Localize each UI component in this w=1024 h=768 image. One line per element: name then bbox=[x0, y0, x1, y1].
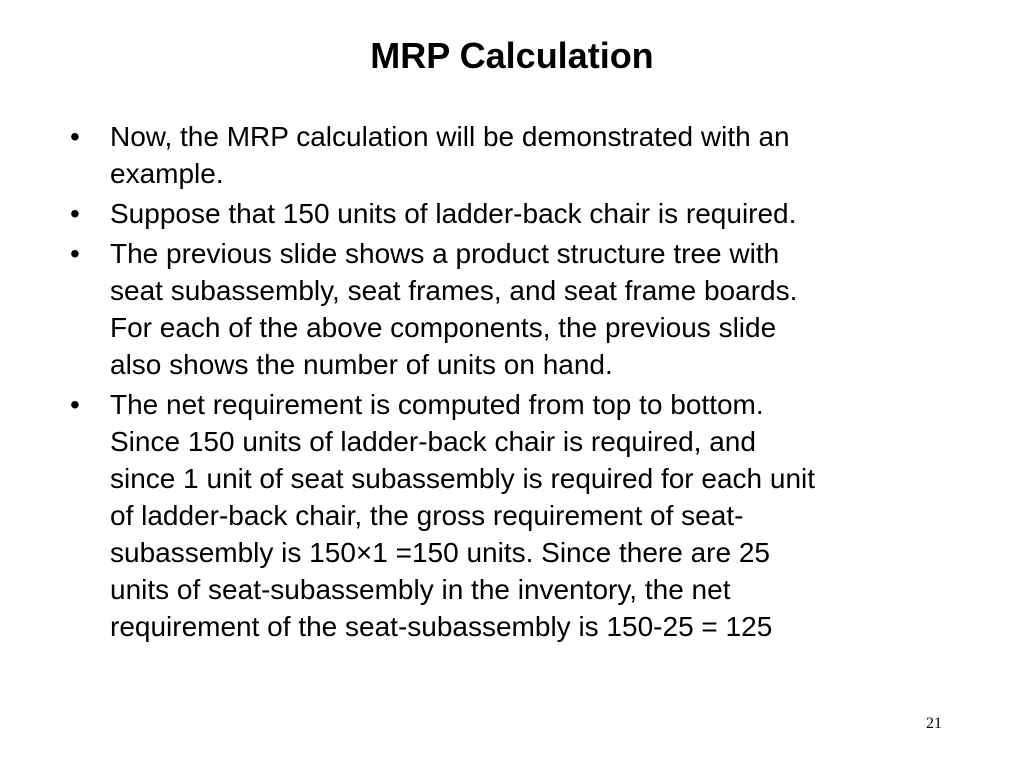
bullet-text: The net requirement is computed from top to bottom. Since 150 units of ladder-back chair is required, and since 1 unit of seat subassembly is required for each unit of ladder-back chair, the gross requirement of seat- subassembly is 150×1 =150 units. Since there are 25 units of seat-subassembly in the inventory, the net requirement of the seat-subassembly is 150-25 = 125 bbox=[110, 389, 816, 642]
slide-number: 21 bbox=[926, 715, 942, 732]
slide-title: MRP Calculation bbox=[370, 35, 654, 76]
bullet-marker: • bbox=[70, 389, 80, 420]
bullet-text: The previous slide shows a product structure tree with seat subassembly, seat frames, and seat frame boards. For each of the above components, the previous slide also shows the number of units on hand. bbox=[110, 238, 798, 380]
bullet-item bbox=[70, 386, 970, 645]
bullet-text: Now, the MRP calculation will be demonstrated with an example. bbox=[110, 121, 790, 189]
bullet-item bbox=[70, 118, 970, 192]
bullet-marker: • bbox=[70, 238, 80, 269]
bullet-marker: • bbox=[70, 198, 80, 229]
bullet-text: Suppose that 150 units of ladder-back chair is required. bbox=[110, 198, 797, 229]
bullet-marker: • bbox=[70, 121, 80, 152]
bullet-list bbox=[70, 118, 970, 648]
bullet-item bbox=[70, 195, 970, 232]
bullet-item bbox=[70, 235, 970, 383]
